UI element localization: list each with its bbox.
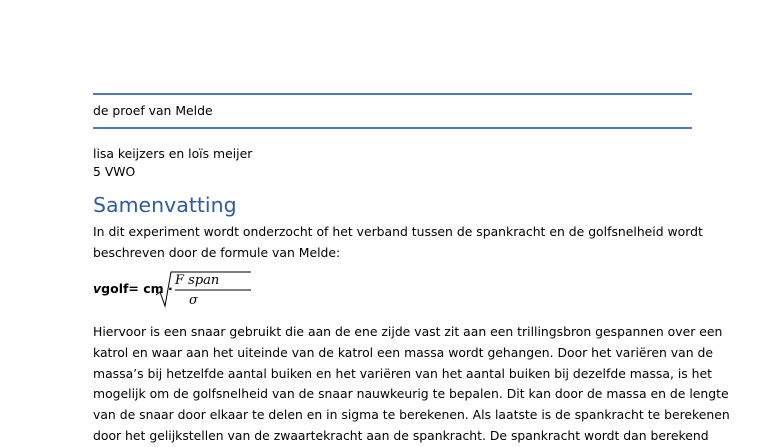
body-line: van de snaar door elkaar te delen en in sigma te berekenen. Als laatste is de spankracht te berekenen xyxy=(93,407,730,423)
document-title: de proef van Melde xyxy=(93,103,213,118)
body-line: Hiervoor is een snaar gebruikt die aan de ene zijde vast zit aan een trillingsbron gespannen over een xyxy=(93,324,723,339)
body-line: massa’s bij hetzelfde aantal buiken en het variëren van het aantal buiken bij dezelfde massa, is het xyxy=(93,365,712,381)
author-class: 5 VWO xyxy=(93,164,136,179)
body-line: katrol en waar aan het uiteinde van de katrol een massa wordt gehangen. Door het variëren van de xyxy=(93,344,713,360)
melde-formula xyxy=(93,268,253,312)
header-rule-bottom xyxy=(93,127,692,129)
formula-numerator: F span xyxy=(175,273,220,288)
body-line: mogelijk om de golfsnelheid van de snaar nauwkeurig te bepalen. Dit kan door de massa en de lengte xyxy=(93,386,729,402)
header-rule-top xyxy=(93,93,692,95)
formula-lhs-rest: golf= cm · xyxy=(101,281,173,296)
body-paragraph xyxy=(93,322,730,447)
intro-line: beschreven door de formule van Melde: xyxy=(93,244,341,260)
intro-line: In dit experiment wordt onderzocht of het verband tussen de spankracht en de golfsnelheid wordt xyxy=(93,224,703,239)
intro-paragraph xyxy=(93,222,703,264)
formula-v: v xyxy=(93,281,102,296)
formula-denominator: σ xyxy=(189,293,198,308)
author-names: lisa keijzers en loïs meijer xyxy=(93,146,253,161)
body-line: door het gelijkstellen van de zwaartekracht aan de spankracht. De spankracht wordt dan berekend xyxy=(93,427,709,443)
section-heading: Samenvatting xyxy=(93,193,237,217)
